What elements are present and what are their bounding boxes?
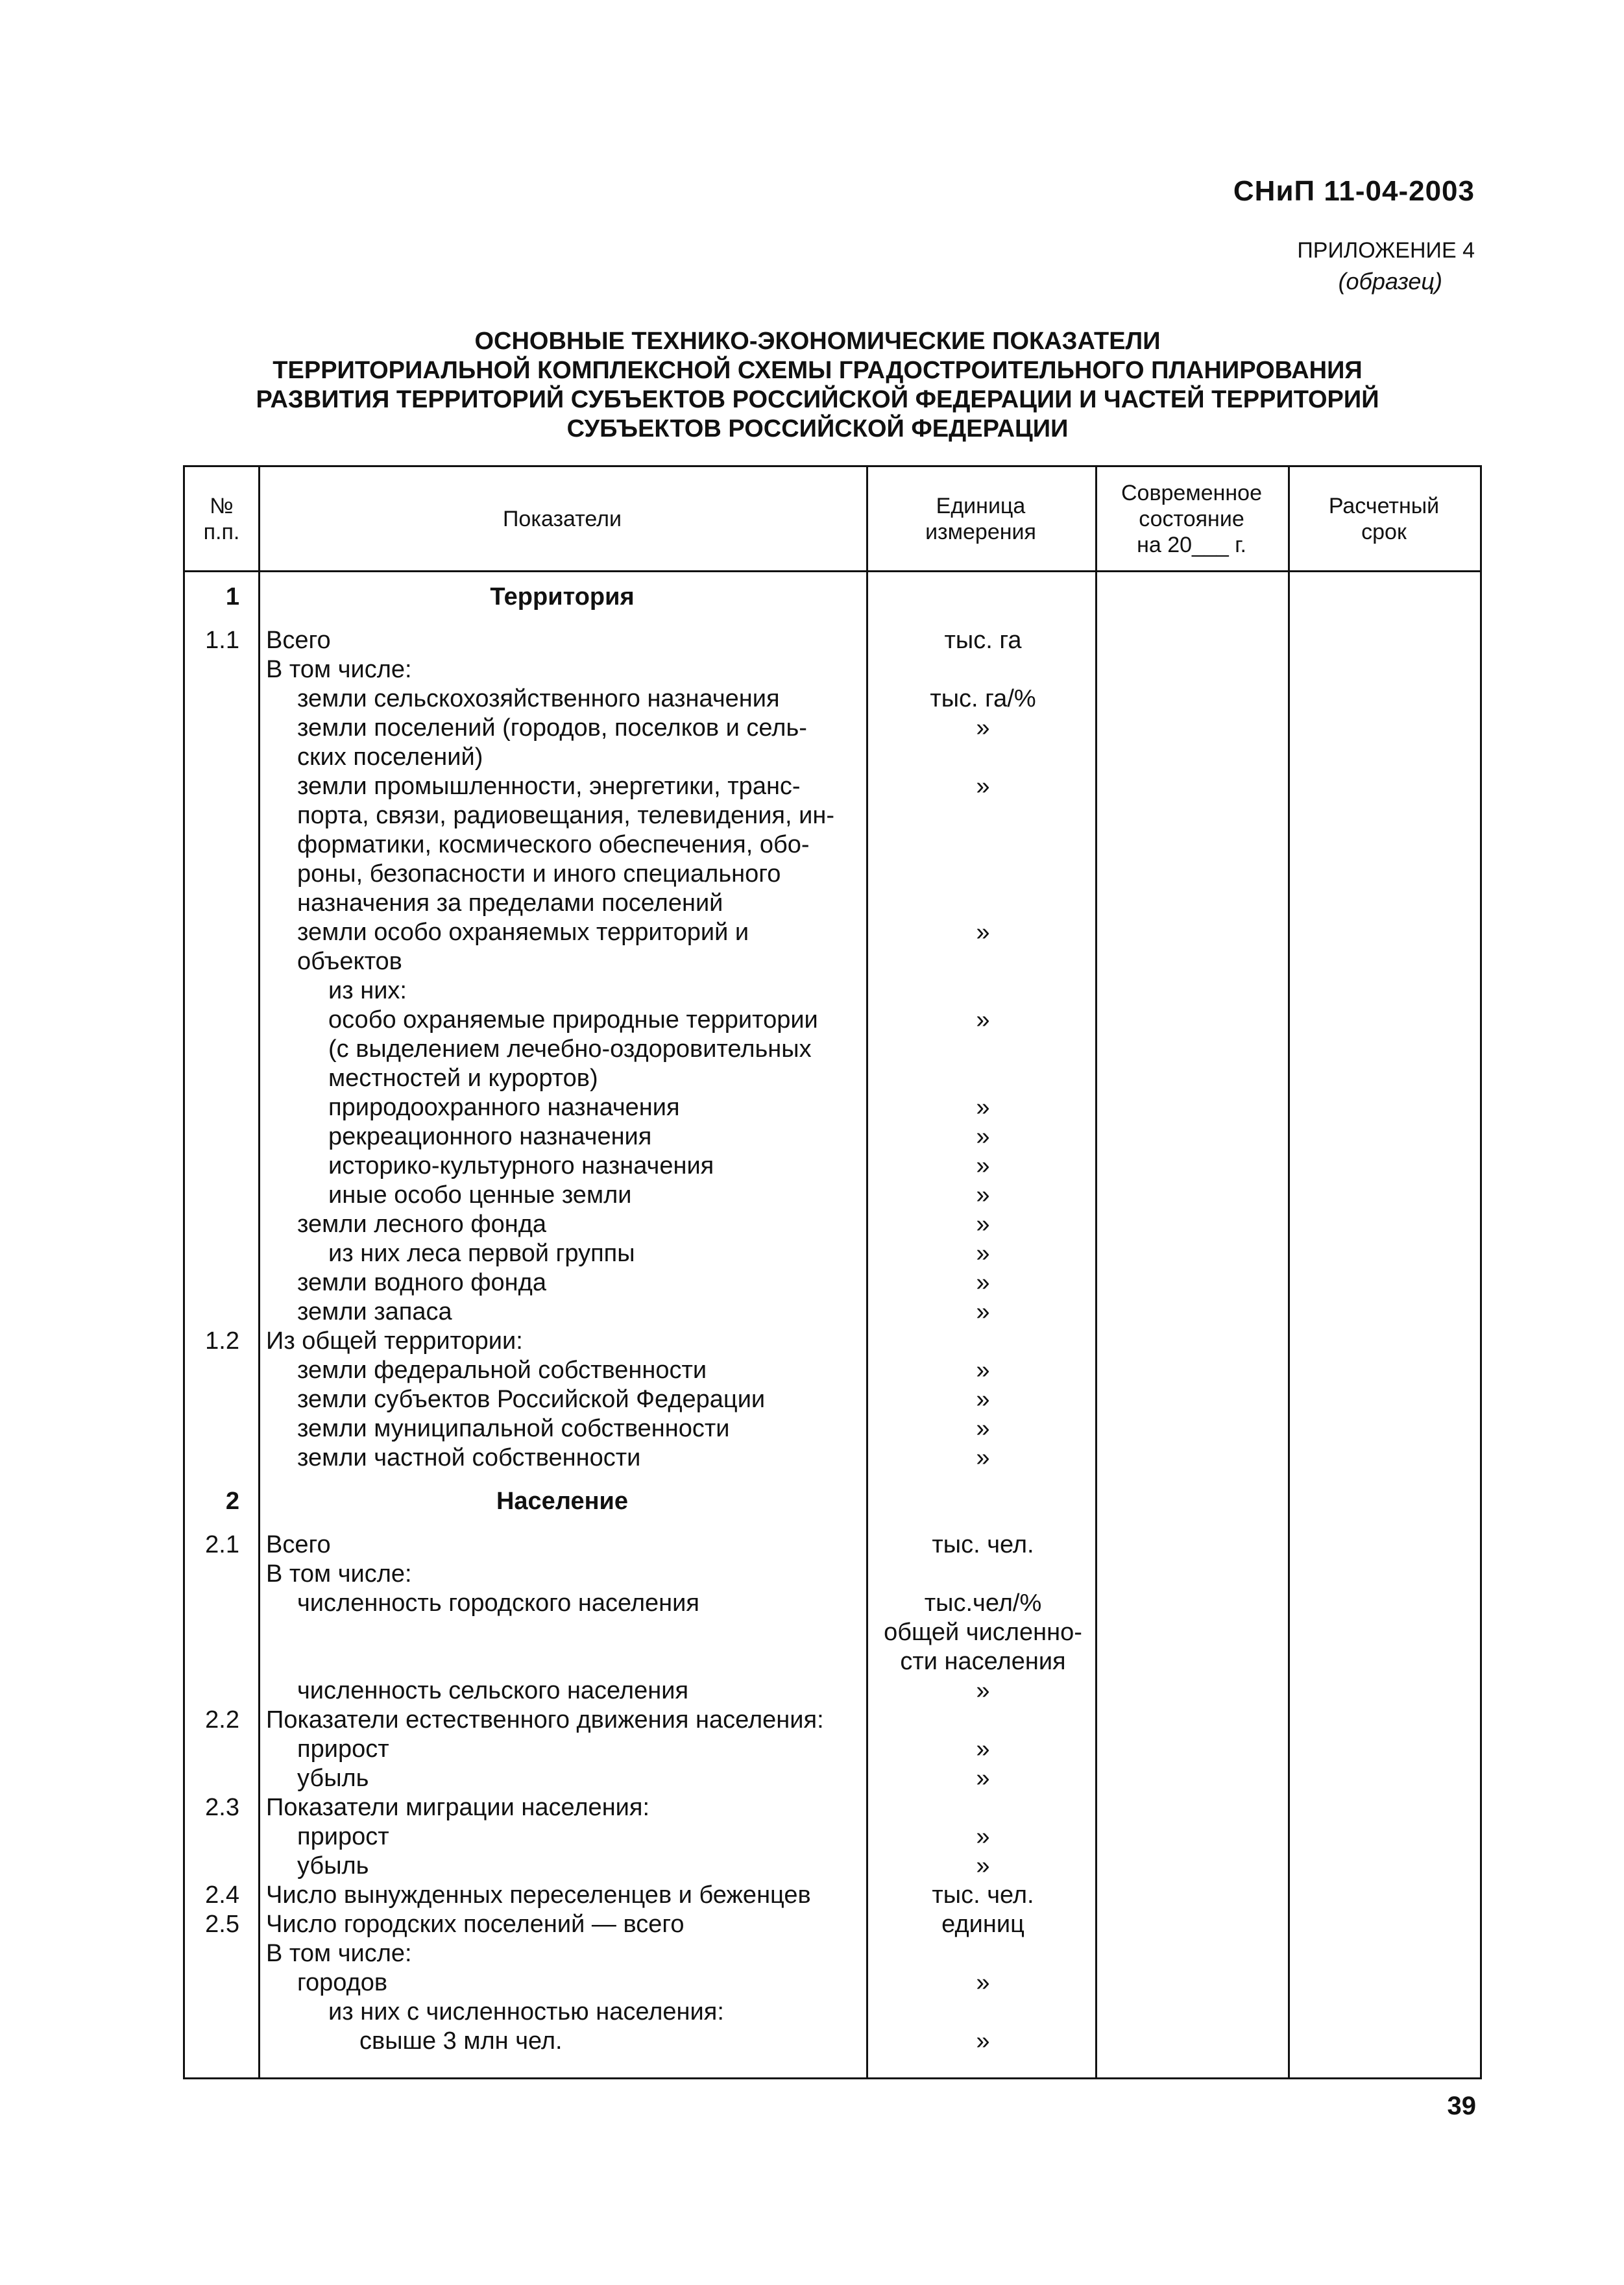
unit-cell: тыс. га [944,627,1022,654]
indicator-text: земли промышленности, энергетики, транс- [297,773,801,800]
table-row [185,1998,1480,2027]
table-row [185,1122,1480,1152]
indicator-text: назначения за пределами поселений [297,889,723,917]
unit-cell: » [976,1298,990,1325]
indicator-text: Число городских поселений — всего [266,1911,685,1938]
unit-cell: » [976,714,990,742]
section-row [185,583,1480,612]
header-num: № п.п. [203,493,240,544]
indicator-text: местностей и курортов) [328,1065,598,1092]
unit-cell: тыс. га/% [930,685,1036,712]
table-row [185,801,1480,830]
table-row [185,1444,1480,1473]
indicator-text: городов [297,1969,388,1996]
table-row [185,1239,1480,1268]
table-row [185,1939,1480,1968]
table-row [185,1414,1480,1444]
document-title [182,327,1453,444]
indicator-text: Всего [266,627,331,654]
unit-cell: » [976,1006,990,1034]
indicator-text: убыль [297,1852,369,1880]
table-row [185,714,1480,743]
row-number: 2 [225,1488,239,1515]
header-target: Расчетный срок [1328,493,1440,544]
table-row [185,1706,1480,1735]
unit-cell: » [976,1240,990,1267]
indicator-text: численность сельского населения [297,1677,689,1704]
table-row [185,830,1480,860]
section-row [185,1487,1480,1516]
table-row [185,1385,1480,1414]
row-number: 2.3 [205,1794,239,1821]
row-number: 2.1 [205,1531,239,1558]
indicator-text: прирост [297,1823,389,1850]
indicator-text: роны, безопасности и иного специального [297,860,781,888]
indicator-text: земли сельскохозяйственного назначения [297,685,780,712]
unit-cell: » [976,1181,990,1209]
table-row [185,1006,1480,1035]
table-row [185,860,1480,889]
indicator-text: земли запаса [297,1298,452,1325]
indicator-text: земли муниципальной собственности [297,1415,730,1442]
indicator-text: убыль [297,1765,369,1792]
indicators-table [183,465,1482,2079]
indicator-text: земли лесного фонда [297,1211,547,1238]
unit-cell: » [976,1123,990,1150]
table-row [185,1618,1480,1647]
indicator-text: земли особо охраняемых территорий и [297,919,749,946]
indicator-text: Показатели миграции населения: [266,1794,650,1821]
table-row [185,947,1480,976]
unit-cell: » [976,1969,990,1996]
table-row [185,1064,1480,1093]
indicator-text: объектов [297,948,402,975]
unit-cell: общей численно- [884,1619,1082,1646]
unit-cell: » [976,1735,990,1763]
unit-cell: » [976,773,990,800]
row-number: 2.4 [205,1881,239,1909]
section-title: Территория [490,583,635,611]
table-row [185,684,1480,714]
table-row [185,655,1480,684]
indicator-text: ских поселений) [297,744,483,771]
table-row [185,626,1480,655]
unit-cell: » [976,1852,990,1880]
table-row [185,976,1480,1006]
header-unit: Единица измерения [925,493,1036,544]
title-line: РАЗВИТИЯ ТЕРРИТОРИЙ СУБЪЕКТОВ РОССИЙСКОЙ ФЕДЕРАЦИИ И ЧАСТЕЙ ТЕРРИТОРИЙ [256,386,1379,413]
unit-cell: » [976,2027,990,2055]
indicator-text: Показатели естественного движения населения: [266,1706,824,1734]
table-row [185,1910,1480,1939]
table-row [185,1764,1480,1793]
table-row [185,1793,1480,1822]
unit-cell: единиц [941,1911,1024,1938]
document-code: СНиП 11-04-2003 [1233,175,1475,207]
unit-cell: » [976,1269,990,1296]
table-row [185,889,1480,918]
table-row [185,1735,1480,1764]
indicator-text: (с выделением лечебно-оздоровительных [328,1035,812,1063]
indicator-text: порта, связи, радиовещания, телевидения, ин- [297,802,834,829]
appendix-note: (образец) [1338,268,1442,295]
header-indicator: Показатели [502,506,622,531]
title-line: ОСНОВНЫЕ ТЕХНИКО-ЭКОНОМИЧЕСКИЕ ПОКАЗАТЕЛИ [474,328,1161,355]
table-row [185,1647,1480,1676]
table-row [185,1093,1480,1122]
indicator-text: историко-культурного назначения [328,1152,714,1179]
table-row [185,1210,1480,1239]
indicator-text: Число вынужденных переселенцев и беженцев [266,1881,811,1909]
table-row [185,743,1480,772]
indicator-text: из них леса первой группы [328,1240,635,1267]
table-row [185,1298,1480,1327]
indicator-text: из них: [328,977,407,1004]
table-row [185,1327,1480,1356]
table-row [185,1181,1480,1210]
unit-cell: » [976,1357,990,1384]
table-row [185,1589,1480,1618]
indicator-text: природоохранного назначения [328,1094,680,1121]
table-row [185,1968,1480,1998]
table-row [185,1035,1480,1064]
indicator-text: земли федеральной собственности [297,1357,707,1384]
indicator-text: численность городского населения [297,1590,699,1617]
table-row [185,1852,1480,1881]
row-number: 2.5 [205,1911,239,1938]
header-divider [185,570,1480,572]
unit-cell: » [976,1152,990,1179]
title-line: ТЕРРИТОРИАЛЬНОЙ КОМПЛЕКСНОЙ СХЕМЫ ГРАДОСТРОИТЕЛЬНОГО ПЛАНИРОВАНИЯ [273,357,1363,384]
appendix-label: ПРИЛОЖЕНИЕ 4 [1297,238,1475,263]
indicator-text: земли поселений (городов, поселков и сель- [297,714,807,742]
row-number: 2.2 [205,1706,239,1734]
unit-cell: » [976,1677,990,1704]
indicator-text: из них с численностью населения: [328,1998,724,2025]
appendix-block [1297,235,1475,297]
title-line: СУБЪЕКТОВ РОССИЙСКОЙ ФЕДЕРАЦИИ [566,415,1069,442]
unit-cell: тыс. чел. [932,1881,1034,1909]
table-row [185,2027,1480,2056]
indicator-text: В том числе: [266,1940,412,1967]
indicator-text: В том числе: [266,1560,412,1588]
indicator-text: земли субъектов Российской Федерации [297,1386,766,1413]
indicator-text: иные особо ценные земли [328,1181,632,1209]
unit-cell: » [976,1386,990,1413]
indicator-text: земли частной собственности [297,1444,641,1471]
table-row [185,1152,1480,1181]
row-number: 1.2 [205,1327,239,1355]
table-row [185,1530,1480,1560]
indicator-text: свыше 3 млн чел. [359,2027,563,2055]
indicator-text: земли водного фонда [297,1269,546,1296]
section-title: Население [496,1488,629,1515]
unit-cell: » [976,1444,990,1471]
table-row [185,1268,1480,1298]
unit-cell: » [976,919,990,946]
table-row [185,1676,1480,1706]
indicator-text: Всего [266,1531,331,1558]
table-row [185,918,1480,947]
unit-cell: сти населения [900,1648,1066,1675]
unit-cell: » [976,1211,990,1238]
unit-cell: тыс.чел/% [924,1590,1042,1617]
table-row [185,772,1480,801]
indicator-text: особо охраняемые природные территории [328,1006,818,1034]
table-row [185,1881,1480,1910]
indicator-text: Из общей территории: [266,1327,523,1355]
header-current: Современное состояние на 20___ г. [1121,480,1262,557]
row-number: 1 [225,583,239,611]
unit-cell: » [976,1415,990,1442]
page-number: 39 [1447,2092,1476,2120]
unit-cell: » [976,1765,990,1792]
indicator-text: форматики, космического обеспечения, обо- [297,831,810,858]
unit-cell: » [976,1094,990,1121]
indicator-text: прирост [297,1735,389,1763]
table-row [185,1560,1480,1589]
table-row [185,1822,1480,1852]
indicator-text: рекреационного назначения [328,1123,652,1150]
unit-cell: » [976,1823,990,1850]
row-number: 1.1 [205,627,239,654]
unit-cell: тыс. чел. [932,1531,1034,1558]
indicator-text: В том числе: [266,656,412,683]
table-row [185,1356,1480,1385]
